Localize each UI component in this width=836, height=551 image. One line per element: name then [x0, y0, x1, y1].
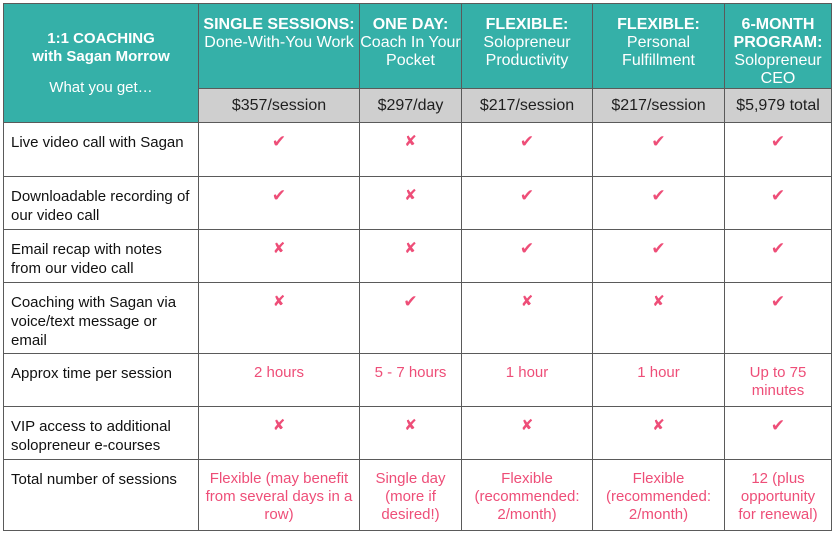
feature-value: 2 hours [199, 354, 360, 407]
feature-label: Downloadable recording of our video call [4, 177, 199, 230]
plan-header-flexible-fulfillment [593, 4, 725, 89]
plan-description: Solopreneur Productivity [483, 34, 571, 69]
cross-icon: ✘ [272, 293, 286, 310]
plan-price: $297/day [360, 89, 462, 123]
check-icon: ✔ [770, 239, 786, 258]
plan-price: $217/session [593, 89, 725, 123]
feature-label: Coaching with Sagan via voice/text message or email [4, 283, 199, 354]
feature-value [593, 230, 725, 283]
check-icon: ✔ [770, 186, 786, 205]
title-line-1: 1:1 COACHING [47, 29, 155, 47]
title-line-2: with Sagan Morrow [32, 47, 170, 65]
feature-value [725, 283, 832, 354]
check-icon: ✔ [519, 239, 535, 258]
check-icon: ✔ [651, 132, 666, 151]
cross-icon: ✘ [404, 133, 417, 150]
cross-icon: ✘ [652, 293, 665, 310]
plan-name: FLEXIBLE: [485, 16, 569, 33]
feature-value [462, 407, 593, 460]
check-icon: ✔ [770, 292, 786, 311]
table-row [4, 460, 832, 531]
feature-label: Live video call with Sagan [4, 123, 199, 177]
feature-value [360, 407, 462, 460]
plan-price: $5,979 total [725, 89, 832, 123]
feature-value [199, 123, 360, 177]
check-icon: ✔ [519, 186, 535, 205]
table-title [4, 30, 198, 66]
feature-label: Email recap with notes from our video call [4, 230, 199, 283]
cross-icon: ✘ [652, 417, 665, 434]
table-row [4, 283, 832, 354]
feature-value [725, 177, 832, 230]
cross-icon: ✘ [520, 417, 534, 434]
table-row [4, 230, 832, 283]
feature-value [593, 123, 725, 177]
plan-description: Coach In Your Pocket [360, 34, 461, 69]
check-icon: ✔ [403, 292, 418, 311]
plan-description: Solopreneur CEO [734, 52, 822, 87]
cross-icon: ✘ [404, 240, 417, 257]
feature-value [462, 230, 593, 283]
feature-value: Flexible (recommended: 2/month) [462, 460, 593, 531]
plan-header-one-day [360, 4, 462, 89]
feature-value [360, 230, 462, 283]
plan-header-flexible-productivity [462, 4, 593, 89]
feature-label: Approx time per session [4, 354, 199, 407]
feature-value [199, 407, 360, 460]
feature-value [462, 177, 593, 230]
cross-icon: ✘ [404, 187, 417, 204]
check-icon: ✔ [271, 132, 287, 151]
feature-value: 12 (plus opportunity for renewal) [725, 460, 832, 531]
feature-value: 5 - 7 hours [360, 354, 462, 407]
feature-label: Total number of sessions [4, 460, 199, 531]
feature-value [360, 177, 462, 230]
check-icon: ✔ [770, 416, 786, 435]
plan-name: SINGLE SESSIONS: [203, 16, 355, 33]
feature-value: Flexible (recommended: 2/month) [593, 460, 725, 531]
cross-icon: ✘ [520, 293, 534, 310]
feature-value [360, 283, 462, 354]
cross-icon: ✘ [272, 417, 286, 434]
coaching-comparison-table [3, 3, 832, 531]
feature-value [199, 177, 360, 230]
check-icon: ✔ [519, 132, 535, 151]
feature-value: 1 hour [462, 354, 593, 407]
plan-description: Personal Fulfillment [622, 34, 695, 69]
feature-value: Single day (more if desired!) [360, 460, 462, 531]
plan-header-single-sessions [199, 4, 360, 89]
plan-name: FLEXIBLE: [617, 16, 700, 33]
feature-value [725, 407, 832, 460]
check-icon: ✔ [271, 186, 287, 205]
feature-value [199, 283, 360, 354]
table-row [4, 407, 832, 460]
cross-icon: ✘ [404, 417, 417, 434]
table-title-cell [4, 4, 199, 123]
feature-value: Up to 75 minutes [725, 354, 832, 407]
feature-value [199, 230, 360, 283]
check-icon: ✔ [770, 132, 786, 151]
feature-value [360, 123, 462, 177]
feature-value [593, 283, 725, 354]
feature-value [462, 283, 593, 354]
check-icon: ✔ [651, 186, 666, 205]
plan-name: ONE DAY: [372, 16, 449, 33]
feature-value [593, 407, 725, 460]
plan-header-six-month [725, 4, 832, 89]
feature-value [593, 177, 725, 230]
table-subtitle: What you get… [49, 78, 153, 96]
feature-value: Flexible (may benefit from several days in a row) [199, 460, 360, 531]
table-row [4, 354, 832, 407]
feature-value [725, 123, 832, 177]
plan-name: 6-MONTH PROGRAM: [733, 16, 823, 51]
check-icon: ✔ [651, 239, 666, 258]
feature-value: 1 hour [593, 354, 725, 407]
plan-description: Done-With-You Work [204, 34, 354, 51]
plan-price: $217/session [462, 89, 593, 123]
cross-icon: ✘ [272, 240, 286, 257]
feature-value [725, 230, 832, 283]
feature-label: VIP access to additional solopreneur e-courses [4, 407, 199, 460]
plan-price: $357/session [199, 89, 360, 123]
feature-value [462, 123, 593, 177]
table-row [4, 123, 832, 177]
table-row [4, 177, 832, 230]
